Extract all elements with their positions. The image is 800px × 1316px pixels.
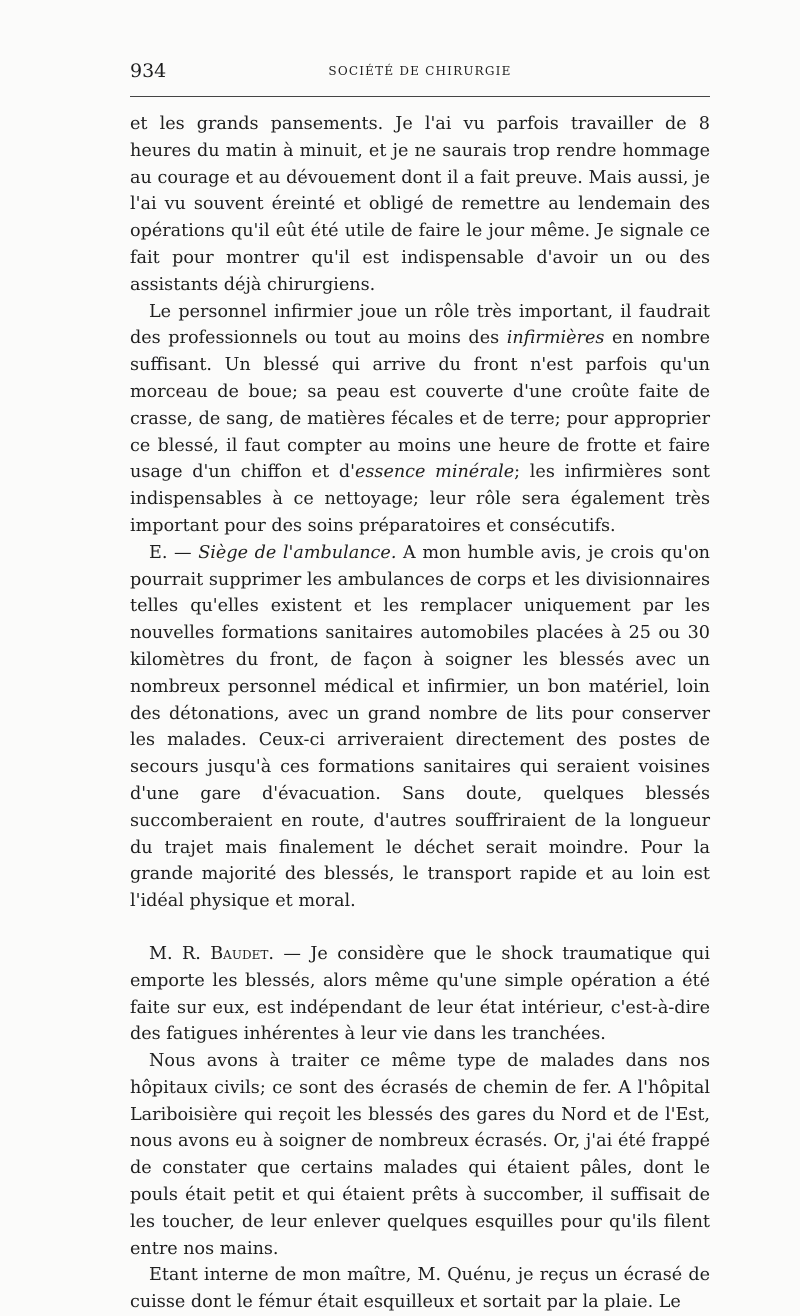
- header-rule: [130, 96, 710, 97]
- section-title: Siège de l'ambulance.: [198, 542, 397, 563]
- text-run: en nombre suffisant. Un blessé qui arrive du front n'est parfois qu'un morceau de boue; sa peau est couverte d'une croûte faite de crasse, de sang, de matières fécales et de terre; pour approprier ce blessé, il faut compter au moins une heure de frotte et faire usage d'un chiffon et d': [130, 328, 710, 483]
- paragraph-continuation: et les grands pansements. Je l'ai vu parfois travailler de 8 heures du matin à minuit, et je ne saurais trop rendre hommage au courage et au dévouement dont il a fait preuve. Mais aussi, je l'ai vu souvent éreinté et obligé de remettre au lendemain des opérations qu'il eût été utile de faire le jour même. Je signale ce fait pour montrer qu'il est indispensable d'avoir un ou des assistants déjà chirurgiens.: [130, 114, 710, 295]
- paragraph-baudet: [130, 941, 710, 1048]
- speaker-name: Baudet: [210, 943, 269, 964]
- text-run: Le personnel infirmier joue un rôle très important, il faudrait des professionnels ou tout au moins des: [130, 301, 710, 349]
- paragraph-hopitaux-civils: Nous avons à traiter ce même type de malades dans nos hôpitaux civils; ce sont des écrasés de chemin de fer. A l'hôpital Lariboisière qui reçoit les blessés des gares du Nord et de l'Est, nous avons eu à soigner de nombreux écrasés. Or, j'ai été frappé de constater que certains malades qui étaient pâles, dont le pouls était petit et qui étaient prêts à succomber, il suffisait de les toucher, de leur enlever quelques esquilles pour qu'ils filent entre nos mains.: [130, 1051, 710, 1259]
- text-run: A mon humble avis, je crois qu'on pourrait supprimer les ambulances de corps et les divisionnaires telles qu'elles existent et les remplacer uniquement par les nouvelles formations sanitaires automobiles placées à 25 ou 30 kilomètres du front, de façon à soigner les blessés avec un nombreux personnel médical et infirmier, un bon matériel, loin des détonations, avec un grand nombre de lits pour conserver les malades. Ceux-ci arriveraient directement des postes de secours jusqu'à ces formations sanitaires qui seraient voisines d'une gare d'évacuation. Sans doute, quelques blessés succomberaient en route, d'autres souffriraient de la longueur du trajet mais finalement le déchet serait moindre. Pour la grande majorité des blessés, le transport rapide et au loin est l'idéal physique et moral.: [130, 542, 710, 912]
- paragraph-personnel-infirmier: [130, 299, 710, 540]
- paragraph-siege-ambulance: [130, 540, 710, 915]
- speaker-suffix: . —: [268, 943, 311, 964]
- running-head: SOCIÉTÉ DE CHIRURGIE: [328, 64, 512, 78]
- paragraph-gap: [130, 915, 710, 941]
- text-run: Je considère que le shock traumatique qui emporte les blessés, alors même qu'une simple opération a été faite sur eux, est indépendant de leur état intérieur, c'est-à-dire des fatigues inhérentes à leur vie dans les tranchées.: [130, 943, 711, 1045]
- italic-term: essence minérale: [354, 462, 515, 483]
- page-number: 934: [130, 60, 167, 82]
- section-label: E. —: [149, 542, 199, 563]
- paragraph-quenu: Etant interne de mon maître, M. Quénu, je reçus un écrasé de cuisse dont le fémur était esquilleux et sortait par la plaie. Le: [130, 1265, 710, 1313]
- italic-term: infirmières: [506, 328, 605, 349]
- page-body: [130, 111, 710, 1316]
- page-header: [130, 60, 710, 86]
- speaker-prefix: M. R.: [149, 943, 211, 964]
- text-run: ; les infirmières sont indispensables à ce nettoyage; leur rôle sera également très important pour des soins préparatoires et consécutifs.: [130, 462, 710, 536]
